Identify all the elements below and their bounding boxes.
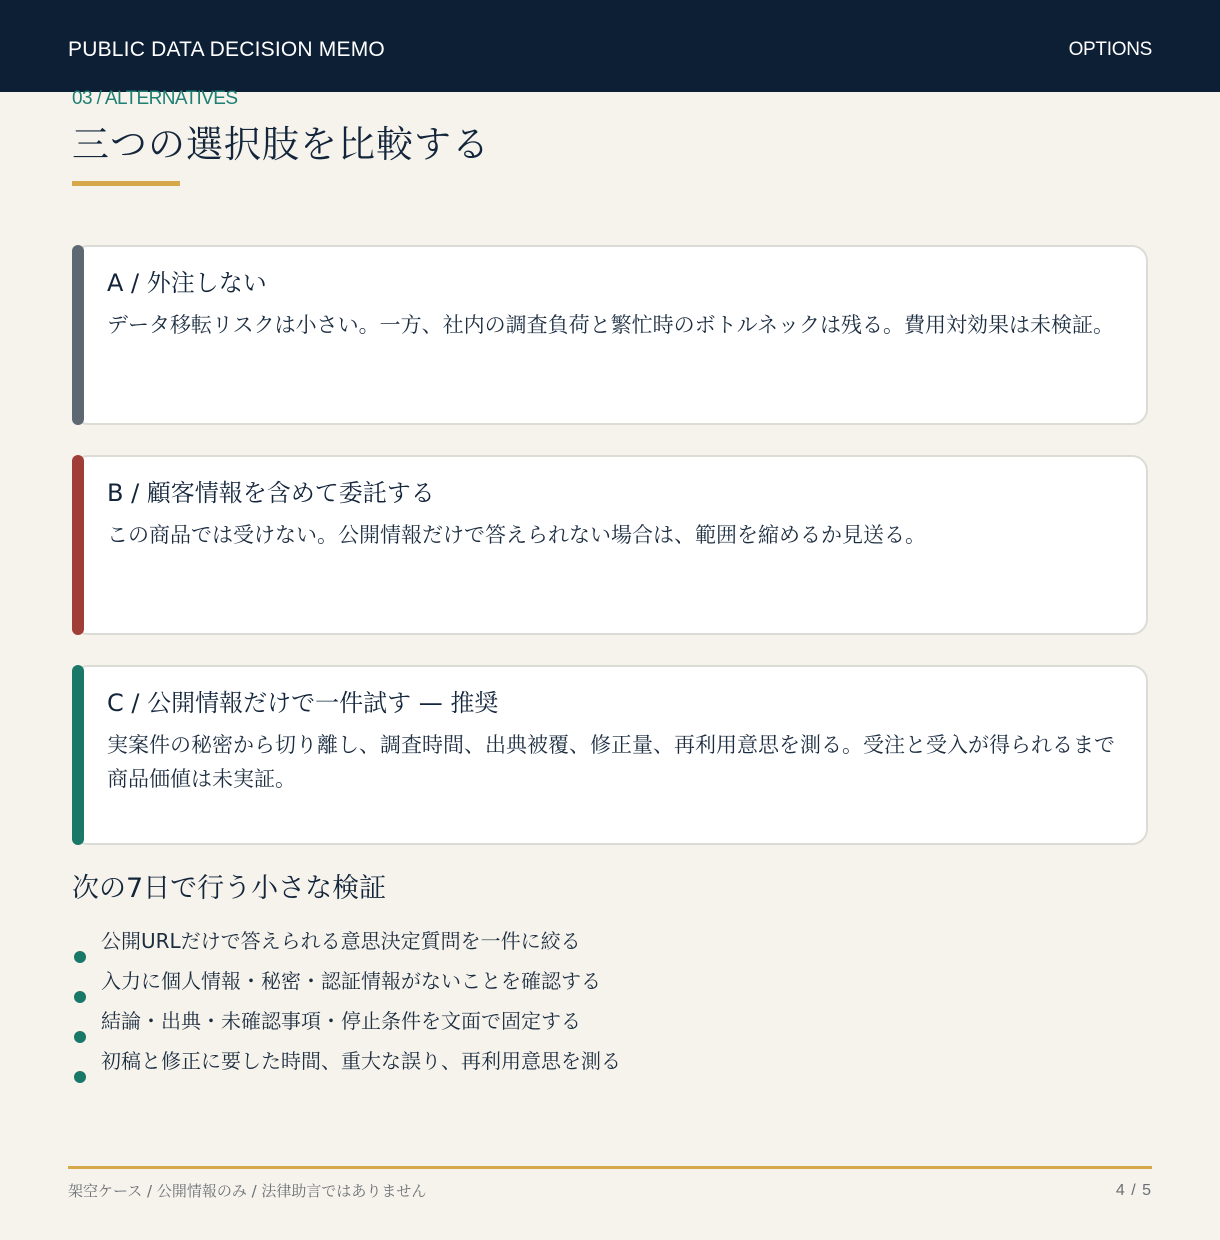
option-card-c: [72, 665, 1148, 845]
page-number: 4 / 5: [1115, 1182, 1152, 1199]
page-title: 三つの選択肢を比較する: [72, 123, 490, 166]
memo-brand-title: PUBLIC DATA DECISION MEMO: [68, 38, 385, 61]
option-card-a: [72, 245, 1148, 425]
bullet-dot-icon: [74, 951, 86, 963]
option-card-c-body: 実案件の秘密から切り離し、調査時間、出典被覆、修正量、再利用意思を測る。受注と受入が得られるまで商品価値は未実証。: [107, 733, 1115, 791]
option-card-a-accent-bar: [72, 245, 84, 425]
footer-divider: [68, 1166, 1152, 1169]
option-card-b-body: この商品では受けない。公開情報だけで答えられない場合は、範囲を縮めるか見送る。: [107, 523, 926, 547]
list-item-text: 公開URLだけで答えられる意思決定質問を一件に絞る: [101, 929, 581, 953]
option-card-c-accent-bar: [72, 665, 84, 845]
section-label: 03 / ALTERNATIVES: [72, 88, 238, 109]
footer-disclaimer: 架空ケース / 公開情報のみ / 法律助言ではありません: [68, 1182, 427, 1200]
list-item-text: 結論・出典・未確認事項・停止条件を文面で固定する: [101, 1009, 581, 1033]
list-item: [72, 966, 621, 1006]
option-card-a-body: データ移転リスクは小さい。一方、社内の調査負荷と繁忙時のボトルネックは残る。費用対効果は未検証。: [107, 313, 1114, 337]
options-nav-label: OPTIONS: [1068, 39, 1152, 60]
next-steps-title: 次の7日で行う小さな検証: [72, 873, 387, 904]
bullet-dot-icon: [74, 1031, 86, 1043]
list-item-text: 初稿と修正に要した時間、重大な誤り、再利用意思を測る: [101, 1049, 621, 1073]
option-card-c-title: C / 公開情報だけで一件試す — 推奨: [107, 689, 499, 717]
option-card-b-accent-bar: [72, 455, 84, 635]
top-bar: [0, 0, 1220, 92]
option-card-a-title: A / 外注しない: [107, 269, 267, 297]
option-card-b-title: B / 顧客情報を含めて委託する: [107, 479, 435, 507]
next-steps-list: [72, 926, 621, 1086]
option-card-b: [72, 455, 1148, 635]
list-item-text: 入力に個人情報・秘密・認証情報がないことを確認する: [101, 969, 601, 993]
list-item: [72, 926, 621, 966]
bullet-dot-icon: [74, 991, 86, 1003]
list-item: [72, 1046, 621, 1086]
title-underline: [72, 181, 180, 186]
list-item: [72, 1006, 621, 1046]
bullet-dot-icon: [74, 1071, 86, 1083]
